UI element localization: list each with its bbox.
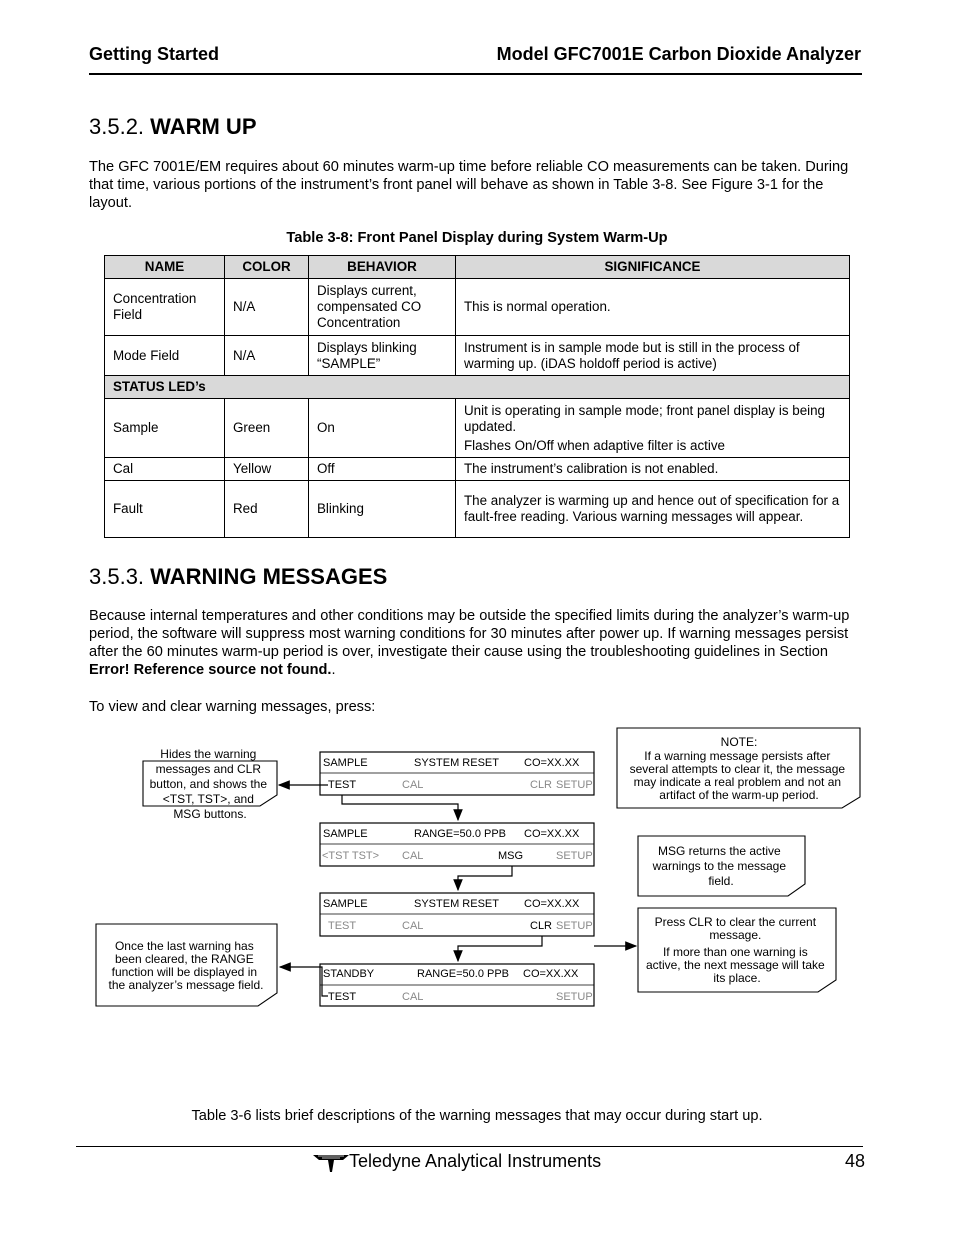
softkey-setup: SETUP bbox=[556, 991, 593, 1003]
table-cell: The instrument’s calibration is not enabled. bbox=[456, 458, 850, 481]
table-cell: Cal bbox=[105, 458, 225, 481]
display-screen-3 bbox=[320, 893, 594, 936]
table-cell: The analyzer is warming up and hence out of specification for a fault-free reading. Various warning messages will appear. bbox=[456, 481, 850, 538]
softkey-test: TEST bbox=[328, 779, 357, 791]
callout-line: Hides the warning bbox=[160, 747, 257, 761]
display-screen-2 bbox=[320, 823, 594, 866]
callout-line: If more than one warning is bbox=[662, 945, 808, 959]
softkey-tst: <TST TST> bbox=[322, 850, 380, 862]
heading-number: 3.5.2. bbox=[89, 114, 145, 139]
softkey-cal: CAL bbox=[402, 920, 424, 932]
heading-title: WARNING MESSAGES bbox=[150, 564, 388, 589]
callout-line: Press CLR to clear the current bbox=[654, 915, 817, 929]
callout-line: the analyzer’s message field. bbox=[108, 978, 264, 992]
softkey-clr: CLR bbox=[530, 920, 553, 932]
table-cell: Off bbox=[309, 458, 456, 481]
callout-line: messages and CLR bbox=[155, 762, 262, 776]
note-line: If a warning message persists after bbox=[644, 749, 831, 763]
softkey-setup: SETUP bbox=[556, 850, 593, 862]
teledyne-logo-icon bbox=[313, 1152, 349, 1172]
screen-mode: SAMPLE bbox=[323, 757, 368, 769]
table-caption: Table 3-8: Front Panel Display during System Warm-Up bbox=[286, 230, 668, 246]
screen-concentration: CO=XX.XX bbox=[524, 828, 580, 840]
callout-range bbox=[96, 924, 277, 1006]
note-title: NOTE: bbox=[720, 735, 758, 749]
callout-line: active, the next message will take bbox=[645, 958, 825, 972]
callout-msg bbox=[638, 836, 805, 896]
callout-line: its place. bbox=[713, 971, 761, 985]
table-cell: Displays current, compensated CO Concentration bbox=[309, 279, 456, 336]
display-screen-4 bbox=[320, 964, 594, 1006]
note-line: artifact of the warm-up period. bbox=[659, 788, 819, 802]
softkey-test: TEST bbox=[328, 920, 357, 932]
flow-arrow-clr-to-standby bbox=[458, 936, 542, 961]
table-cell: This is normal operation. bbox=[456, 279, 850, 336]
footer-company: Teledyne Analytical Instruments bbox=[349, 1151, 602, 1171]
screen-mode: SAMPLE bbox=[323, 828, 368, 840]
table-cell: N/A bbox=[225, 336, 309, 376]
screen-mode: SAMPLE bbox=[323, 898, 368, 910]
running-header-model: Model GFC7001E Carbon Dioxide Analyzer bbox=[496, 44, 861, 64]
table-cell: Green bbox=[225, 399, 309, 458]
softkey-cal: CAL bbox=[402, 991, 424, 1003]
sample-adaptive-note: Flashes On/Off when adaptive filter is active bbox=[464, 437, 725, 453]
softkey-cal: CAL bbox=[402, 779, 424, 791]
softkey-cal: CAL bbox=[402, 850, 424, 862]
callout-line: warnings to the message bbox=[652, 859, 787, 873]
callout-line: <TST, TST>, and bbox=[162, 792, 254, 806]
callout-line: Once the last warning has bbox=[114, 939, 254, 953]
callout-hides-warning bbox=[143, 747, 277, 821]
col-header: BEHAVIOR bbox=[309, 256, 456, 279]
screen-message: RANGE=50.0 PPB bbox=[417, 968, 510, 980]
footer-rule bbox=[76, 1146, 863, 1147]
table-cell: Fault bbox=[105, 481, 225, 538]
table-cell: Displays blinking “SAMPLE” bbox=[309, 336, 456, 376]
broken-reference: Error! Reference source not found. bbox=[89, 662, 332, 678]
callout-note bbox=[617, 728, 860, 808]
softkey-clr: CLR bbox=[530, 779, 553, 791]
softkey-setup: SETUP bbox=[556, 779, 593, 791]
heading-title: WARM UP bbox=[150, 114, 257, 139]
table-cell: On bbox=[309, 399, 456, 458]
callout-line: MSG buttons. bbox=[173, 807, 247, 821]
screen-message: SYSTEM RESET bbox=[414, 757, 499, 769]
flow-arrow-msg-to-sample bbox=[458, 866, 512, 890]
callout-line: message. bbox=[709, 928, 762, 942]
svg-text:Once the last warning has bbox=[109, 939, 264, 992]
col-header: COLOR bbox=[225, 256, 309, 279]
table-cell: Yellow bbox=[225, 458, 309, 481]
page-number: 48 bbox=[845, 1151, 866, 1171]
table-cell: Concentration Field bbox=[105, 279, 225, 336]
svg-text:If a warning message persists bbox=[630, 749, 849, 802]
sample-significance: Unit is operating in sample mode; front panel display is being updated. bbox=[464, 402, 826, 434]
table-cell: Red bbox=[225, 481, 309, 538]
note-line: several attempts to clear it, the message bbox=[629, 762, 846, 776]
screen-message: SYSTEM RESET bbox=[414, 898, 499, 910]
table-cell: N/A bbox=[225, 279, 309, 336]
closing-sentence: Table 3-6 lists brief descriptions of the warning messages that may occur during start up. bbox=[191, 1108, 763, 1124]
heading-number: 3.5.3. bbox=[89, 564, 145, 589]
screen-mode: STANDBY bbox=[323, 968, 375, 980]
screen-concentration: CO=XX.XX bbox=[524, 898, 580, 910]
warmup-intro: The GFC 7001E/EM requires about 60 minutes warm-up time before reliable CO measurements can be taken. During that time, various portions of the instrument’s front panel will behave as shown in Table 3-8. See Figure 3-1 for the layout. bbox=[89, 159, 849, 211]
note-line: may indicate a real problem and not an bbox=[633, 775, 842, 789]
flow-arrow-test-to-sample bbox=[342, 795, 458, 820]
screen-concentration: CO=XX.XX bbox=[523, 968, 579, 980]
status-leds-label: STATUS LED’s bbox=[105, 376, 850, 399]
callout-line: button, and shows the bbox=[149, 777, 268, 791]
table-cell: Mode Field bbox=[105, 336, 225, 376]
press-instruction: To view and clear warning messages, press: bbox=[89, 699, 376, 715]
svg-text:Hides the warning messag bbox=[150, 747, 271, 821]
callout-line: field. bbox=[708, 874, 734, 888]
softkey-msg: MSG bbox=[498, 850, 524, 862]
callout-line: MSG returns the active bbox=[657, 844, 781, 858]
softkey-test: TEST bbox=[328, 991, 357, 1003]
table-cell: Sample bbox=[105, 399, 225, 458]
col-header: NAME bbox=[105, 256, 225, 279]
callout-line: function will be displayed in bbox=[111, 965, 258, 979]
softkey-setup: SETUP bbox=[556, 920, 593, 932]
callout-clr bbox=[638, 908, 836, 992]
col-header: SIGNIFICANCE bbox=[456, 256, 850, 279]
screen-message: RANGE=50.0 PPB bbox=[414, 828, 507, 840]
screen-concentration: CO=XX.XX bbox=[524, 757, 580, 769]
table-cell: Instrument is in sample mode but is still in the process of warming up. (iDAS holdoff period is active) bbox=[456, 336, 850, 376]
callout-line: been cleared, the RANGE bbox=[114, 952, 254, 966]
running-header-section: Getting Started bbox=[89, 44, 220, 64]
display-screen-1 bbox=[320, 752, 594, 795]
warnings-text: Because internal temperatures and other conditions may be outside the specified limits during the analyzer’s warm-up period, the software will suppress most warning conditions for 30 minutes after power up. If warning messages persist after the 60 minutes warm-up period is over, investigate their cause using the troubleshooting guidelines in Section bbox=[89, 608, 850, 660]
table-cell: Blinking bbox=[309, 481, 456, 538]
warnings-text-end: . bbox=[331, 662, 336, 678]
